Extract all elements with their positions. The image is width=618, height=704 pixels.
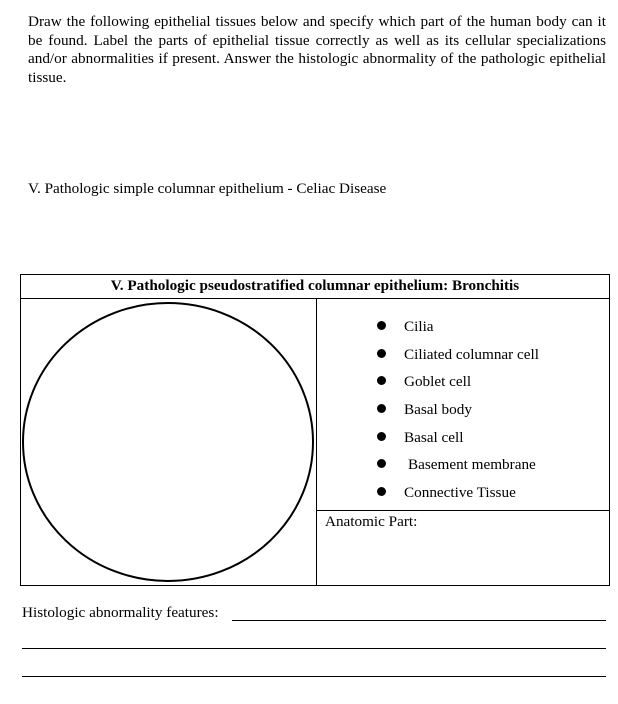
- bullet-icon: [377, 321, 386, 330]
- label-item-text: Connective Tissue: [404, 484, 516, 502]
- anatomic-part-label: Anatomic Part:: [325, 513, 418, 530]
- anatomic-part-cell[interactable]: [317, 511, 609, 585]
- label-item-text: Cilia: [404, 318, 434, 335]
- bullet-icon: [377, 349, 386, 358]
- abnormality-label: Histologic abnormality features:: [22, 604, 219, 621]
- drawing-area[interactable]: [21, 299, 317, 585]
- label-item-text: Goblet cell: [404, 373, 472, 391]
- label-item-text: Basal body: [404, 401, 472, 419]
- section-heading-celiac: V. Pathologic simple columnar epithelium - Celiac Disease: [28, 180, 387, 197]
- label-item-text: Ciliated columnar cell: [404, 345, 539, 363]
- answer-line[interactable]: [22, 648, 606, 649]
- bullet-icon: [377, 487, 386, 496]
- drawing-circle: [21, 299, 317, 585]
- table-title: V. Pathologic pseudostratified columnar epithelium: Bronchitis: [21, 275, 609, 299]
- label-item-text: Basal cell: [404, 428, 464, 446]
- worksheet-table: [20, 274, 610, 586]
- label-list-cell: [317, 299, 609, 511]
- label-item-text: Basement membrane: [408, 456, 536, 474]
- bullet-icon: [377, 376, 386, 385]
- instructions-paragraph: Draw the following epithelial tissues below and specify which part of the human body can it be found. Label the parts of epithelial tissue correctly as well as its cellular specializations and/or abnormalities if present. Answer the histologic abnormality of the pathologic epithelial tissue.: [28, 13, 606, 86]
- answer-line[interactable]: [232, 620, 606, 621]
- bullet-icon: [377, 432, 386, 441]
- bullet-icon: [377, 404, 386, 413]
- answer-line[interactable]: [22, 676, 606, 677]
- bullet-icon: [377, 459, 386, 468]
